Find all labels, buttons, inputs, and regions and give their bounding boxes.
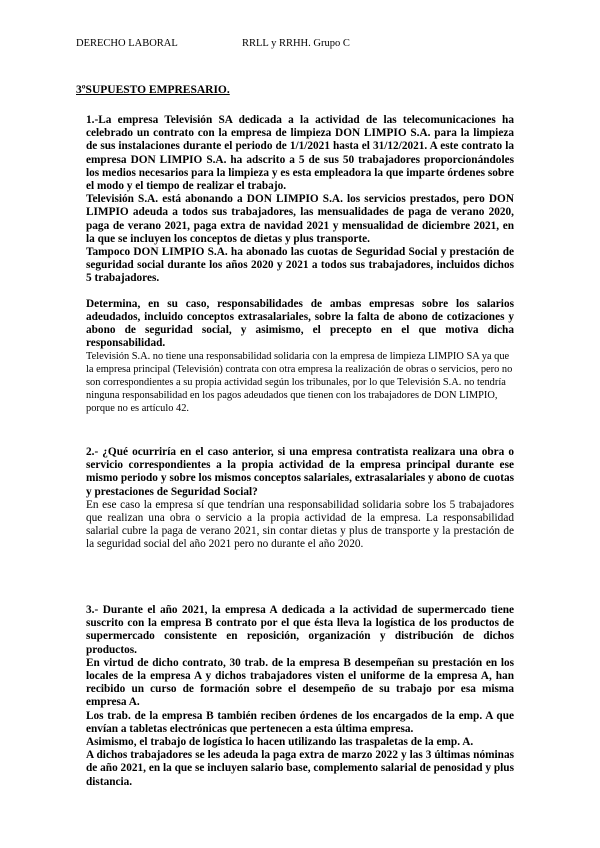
case-1-question: Determina, en su caso, responsabilidades de ambas empresas sobre los salarios adeudados, incluido conceptos extrasalariales, sobre la falta de abono de cotizaciones y abono de seguridad social, y asimismo, el precepto en el que motiva dicha responsabilidad. — [86, 297, 514, 350]
case-3-equipment: Asimismo, el trabajo de logística lo hacen utilizando las traspaletas de la emp. A. — [86, 736, 474, 749]
case-2-question: 2.- ¿Qué ocurriría en el caso anterior, si una empresa contratista realizara una obra o servicio correspondientes a la propia actividad de la empresa principal durante ese mismo periodo y sobre los mismos conceptos salariales, extrasalariales y abono de cuotas y prestaciones de Seguridad Social? — [86, 446, 514, 498]
case-3-statement: 3.- Durante el año 2021, la empresa A dedicada a la actividad de supermercado tiene suscrito con la empresa B contrato por el que ésta lleva la logística de los productos de supermercado consistente en reposición, organización y distribución de dichos productos. — [86, 604, 514, 656]
case-1-statement: 1.-La empresa Televisión SA dedicada a la actividad de las telecomunicaciones ha celebrado un contrato con la empresa de limpieza DON LIMPIO S.A. para la limpieza de sus instalaciones durante el periodo de 1/1/2021 hasta el 31/12/2021. A este contrato la empresa DON LIMPIO S.A. ha adscrito a 5 de sus 50 trabajadores proporcionándoles los medios necesarios para la limpieza y es esta empleadora la que imparte órdenes sobre el modo y el tiempo de realizar el trabajo. — [86, 114, 514, 193]
case-1-debts: Televisión S.A. está abonando a DON LIMPIO S.A. los servicios prestados, pero DON LIMPIO adeuda a todos sus trabajadores, las mensualidades de paga de verano 2020, paga de verano 2021, paga extra de navidad 2021 y mensualidad de diciembre 2021, en la que se incluyen los conceptos de dietas y plus transporte. — [86, 193, 514, 245]
section-title: 3ºSUPUESTO EMPRESARIO. — [76, 84, 230, 96]
case-2 — [86, 446, 514, 552]
case-2-answer: En ese caso la empresa sí que tendrían una responsabilidad solidaria sobre los 5 trabajadores que realizan una obra o servicio a la propia actividad de la empresa. La responsabilidad salarial cubre la paga de verano 2021, sin contar dietas y plus de transporte y la prestación de la seguridad social del año 2021 pero no durante el año 2020. — [86, 498, 514, 551]
case-3 — [86, 604, 514, 789]
case-3-orders: Los trab. de la empresa B también reciben órdenes de los encargados de la emp. A que envían a tabletas electrónicas que pertenecen a esta última empresa. — [86, 709, 514, 735]
case-1-answer: Televisión S.A. no tiene una responsabilidad solidaria con la empresa de limpieza LIMPIO SA ya que la empresa principal (Televisión) contrata con otra empresa la realización de obras o servicios, pero no son correspondientes a su propia actividad según los tribunales, por lo que Televisión S.A. no tendría ninguna responsabilidad en los pagos adeudados que tienen con los trabajadores de DON LIMPIO, porque no es artículo 42. — [86, 351, 513, 415]
case-1-social-security: Tampoco DON LIMPIO S.A. ha abonado las cuotas de Seguridad Social y prestación de seguridad social durante los años 2020 y 2021 a todos sus trabajadores, incluidos dichos 5 trabajadores. — [86, 246, 514, 285]
case-1 — [86, 114, 514, 415]
header-group: RRLL y RRHH. Grupo C — [242, 38, 350, 49]
header-subject: DERECHO LABORAL — [76, 38, 178, 49]
case-3-workers: En virtud de dicho contrato, 30 trab. de la empresa B desempeñan su prestación en los locales de la empresa A y dichos trabajadores visten el uniforme de la empresa A, han recibido un curso de formación sobre el desempeño de su trabajo por esa misma empresa A. — [86, 656, 514, 709]
case-3-debts: A dichos trabajadores se les adeuda la paga extra de marzo 2022 y las 3 últimas nóminas de año 2021, en la que se incluyen salario base, complemento salarial de penosidad y plus distancia. — [86, 749, 514, 788]
